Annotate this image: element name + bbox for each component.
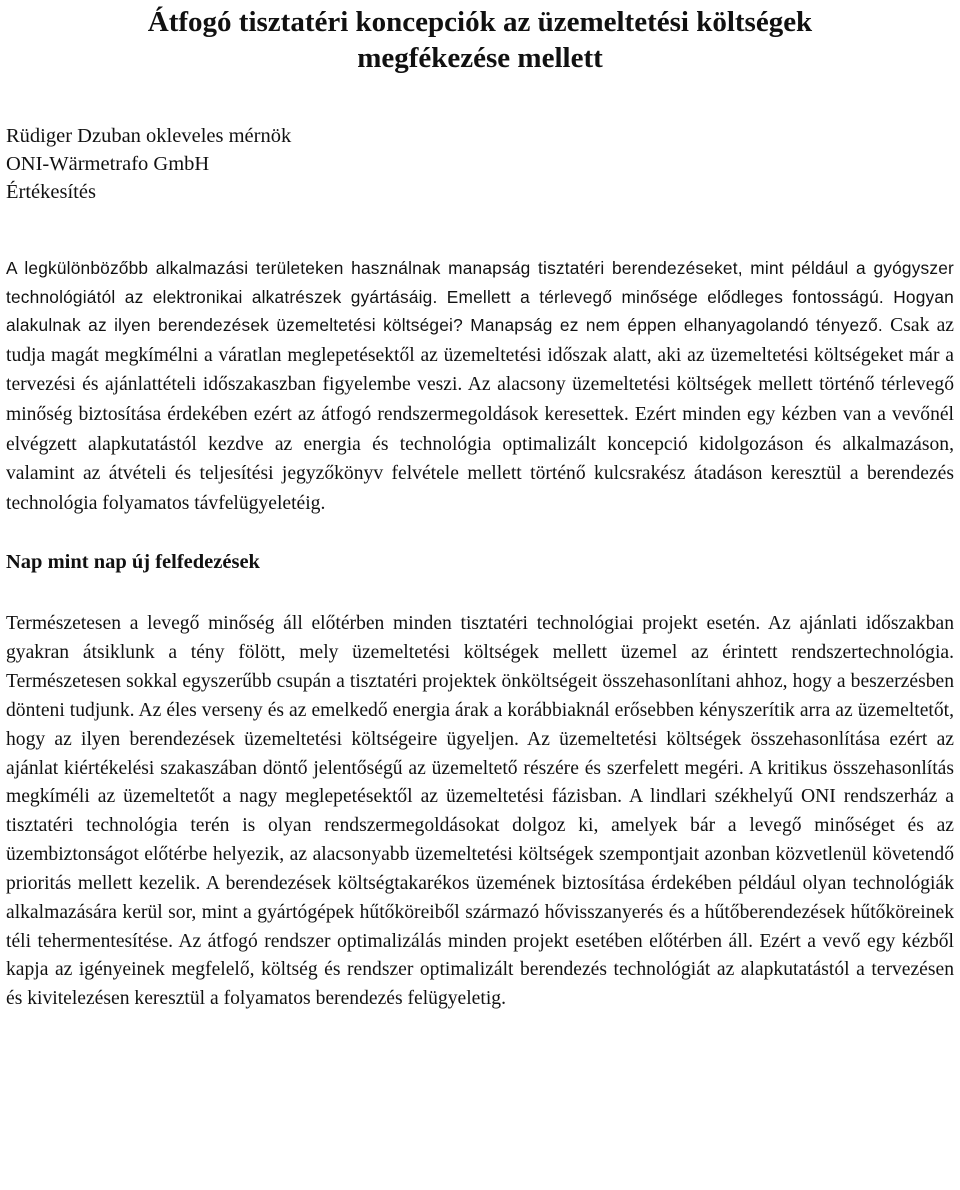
title-line-2: megfékezése mellett [357, 42, 603, 74]
body-paragraph: Természetesen a levegő minőség áll előtérben minden tisztatéri technológiai projekt esetén. Az ajánlati időszakban gyakran átsiklunk a tény fölött, mely üzemeltetési költségek mellett üzemel az érintett rendszertechnológia. Természetesen sokkal egyszerűbb csupán a tisztatéri projektek önköltségeit összehasonlítani ahhoz, hogy a beszerzésben dönteni tudjunk. Az éles verseny és az emelkedő energia árak a korábbiaknál erősebben kényszerítik arra az üzemeltetőt, hogy az ilyen berendezések üzemeltetési költségeire ügyeljen. Az üzemeltetési költségek összehasonlítása ezért az ajánlat kiértékelési szakaszában döntő jelentőségű az üzemeltető részére és szerfelett megéri. A kritikus összehasonlítás megkíméli az üzemeltetőt a nagy meglepetésektől az üzemeltetési fázisban. A lindlari székhelyű ONI rendszerház a tisztatéri technológia terén is olyan rendszermegoldásokat dolgoz ki, amelyek bár a levegő minőséget és az üzembiztonságot előtérbe helyezik, az alacsonyabb üzemeltetési költségek szempontjait azonban közvetlenül követendő prioritás mellett kezelik. A berendezések költségtakarékos üzemének biztosítása érdekében például olyan technológiák alkalmazására kerül sor, mint a gyártógépek hűtőköreiből származó hővisszanyerés és a hűtőberendezések hűtőköreinek téli tehermentesítése. Az átfogó rendszer optimalizálás minden projekt esetében előtérben áll. Ezért a vevő egy kézből kapja az igényeinek megfelelő, költség és rendszer optimalizált berendezés technológiát az alapkutatástól a tervezésen és kivitelezésen keresztül a folyamatos berendezés felügyeletig. [6, 613, 954, 1010]
author-name: Rüdiger Dzuban okleveles mérnök [6, 125, 292, 147]
author-block [6, 122, 954, 206]
title-line-1: Átfogó tisztatéri koncepciók az üzemeltetési költségek [147, 6, 813, 38]
intro-serif-text: Az alacsony üzemeltetési költségek mellett történő térlevegő minőség biztosítása érdekében ezért az átfogó rendszermegoldások keresettek. Ezért minden egy kézben van a vevőnél elvégzett alapkutatástól kezdve az energia és technológia optimalizált koncepció kidolgozáson és alkalmazáson, valamint az átvételi és teljesítési jegyzőkönyv felvétele mellett történő kulcsrakész átadáson keresztül a berendezés technológia folyamatos távfelügyeletéig. [6, 374, 955, 514]
intro-paragraph [6, 254, 954, 518]
document-title [6, 0, 954, 76]
section-heading: Nap mint nap új felfedezések [6, 551, 260, 574]
intro-sans-text: A legkülönbözőbb alkalmazási területeken használnak manapság tisztatéri berendezéseket, mint például a gyógyszer technológiától az elektronikai alkatrészek gyártásáig. Emellett a térlevegő minősége elődleges fontosságú. Hogyan alakulnak az ilyen berendezések üzemeltetési költségei? Manapság ez nem éppen elhanyagolandó tényező. [6, 258, 954, 336]
author-department: Értékesítés [6, 181, 96, 203]
document-page [6, 0, 954, 1014]
intro-mixed-text: Csak az tudja magát megkímélni a váratlan meglepetésektől az üzemeltetési időszak alatt, aki az üzemeltetési költségeket már a tervezési és ajánlattételi időszakaszban figyelembe veszi. [6, 315, 954, 396]
author-company: ONI-Wärmetrafo GmbH [6, 153, 210, 175]
